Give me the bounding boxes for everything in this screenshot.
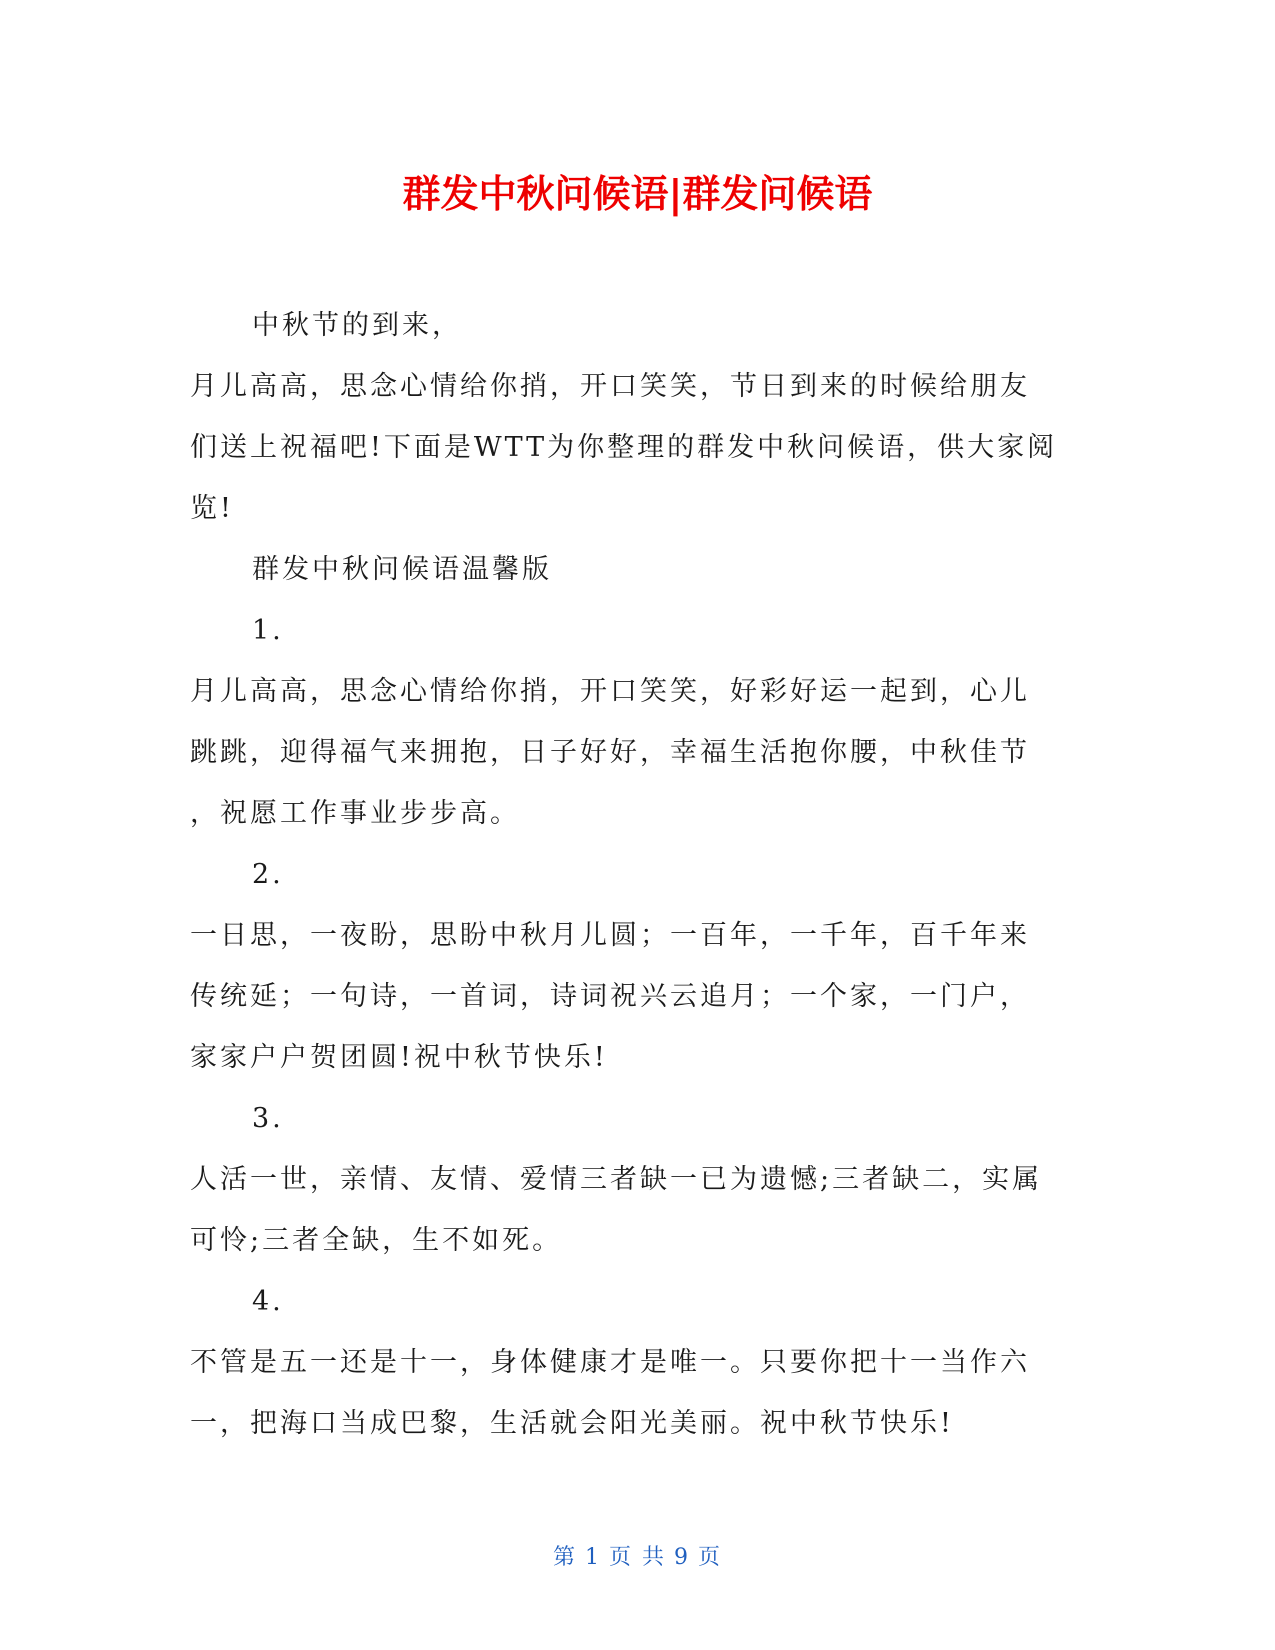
paragraph-line: 人活一世，亲情、友情、爱情三者缺一已为遗憾;三者缺二，实属 — [190, 1164, 1043, 1195]
paragraph-line: 月儿高高，思念心情给你捎，开口笑笑，节日到来的时候给朋友 — [190, 371, 1030, 402]
item-number: 3. — [252, 1103, 284, 1134]
footer-prefix: 第 — [552, 1545, 577, 1570]
item-number: 1. — [252, 615, 284, 646]
footer-page-number: 1 — [585, 1545, 601, 1570]
paragraph-line: 览! — [190, 493, 234, 524]
paragraph-line: 不管是五一还是十一，身体健康才是唯一。只要你把十一当作六 — [190, 1347, 1030, 1378]
page-footer — [0, 1540, 1275, 1571]
document-body — [190, 295, 1075, 1454]
paragraph-line: 中秋节的到来， — [252, 310, 462, 341]
paragraph-line: 跳跳，迎得福气来拥抱，日子好好，幸福生活抱你腰，中秋佳节 — [190, 737, 1030, 768]
document-title: 群发中秋问候语|群发问候语 — [402, 172, 873, 216]
paragraph-line: 一，把海口当成巴黎，生活就会阳光美丽。祝中秋节快乐! — [190, 1408, 954, 1439]
paragraph-line: 家家户户贺团圆!祝中秋节快乐! — [190, 1042, 608, 1073]
paragraph-line: ，祝愿工作事业步步高。 — [190, 798, 520, 829]
paragraph-line: 月儿高高，思念心情给你捎，开口笑笑，好彩好运一起到，心儿 — [190, 676, 1030, 707]
item-number: 2. — [252, 859, 284, 890]
paragraph-line: 一日思，一夜盼，思盼中秋月儿圆；一百年，一千年，百千年来 — [190, 920, 1030, 951]
footer-total-pages: 9 — [674, 1545, 690, 1570]
footer-suffix: 页 — [698, 1545, 723, 1570]
footer-middle: 页 共 — [609, 1545, 666, 1570]
section-heading: 群发中秋问候语温馨版 — [252, 554, 552, 585]
paragraph-line: 们送上祝福吧!下面是WTT为你整理的群发中秋问候语，供大家阅 — [190, 432, 1058, 463]
item-number: 4. — [252, 1286, 284, 1317]
paragraph-line: 可怜;三者全缺，生不如死。 — [190, 1225, 563, 1256]
paragraph-line: 传统延；一句诗，一首词，诗词祝兴云追月；一个家，一门户， — [190, 981, 1030, 1012]
